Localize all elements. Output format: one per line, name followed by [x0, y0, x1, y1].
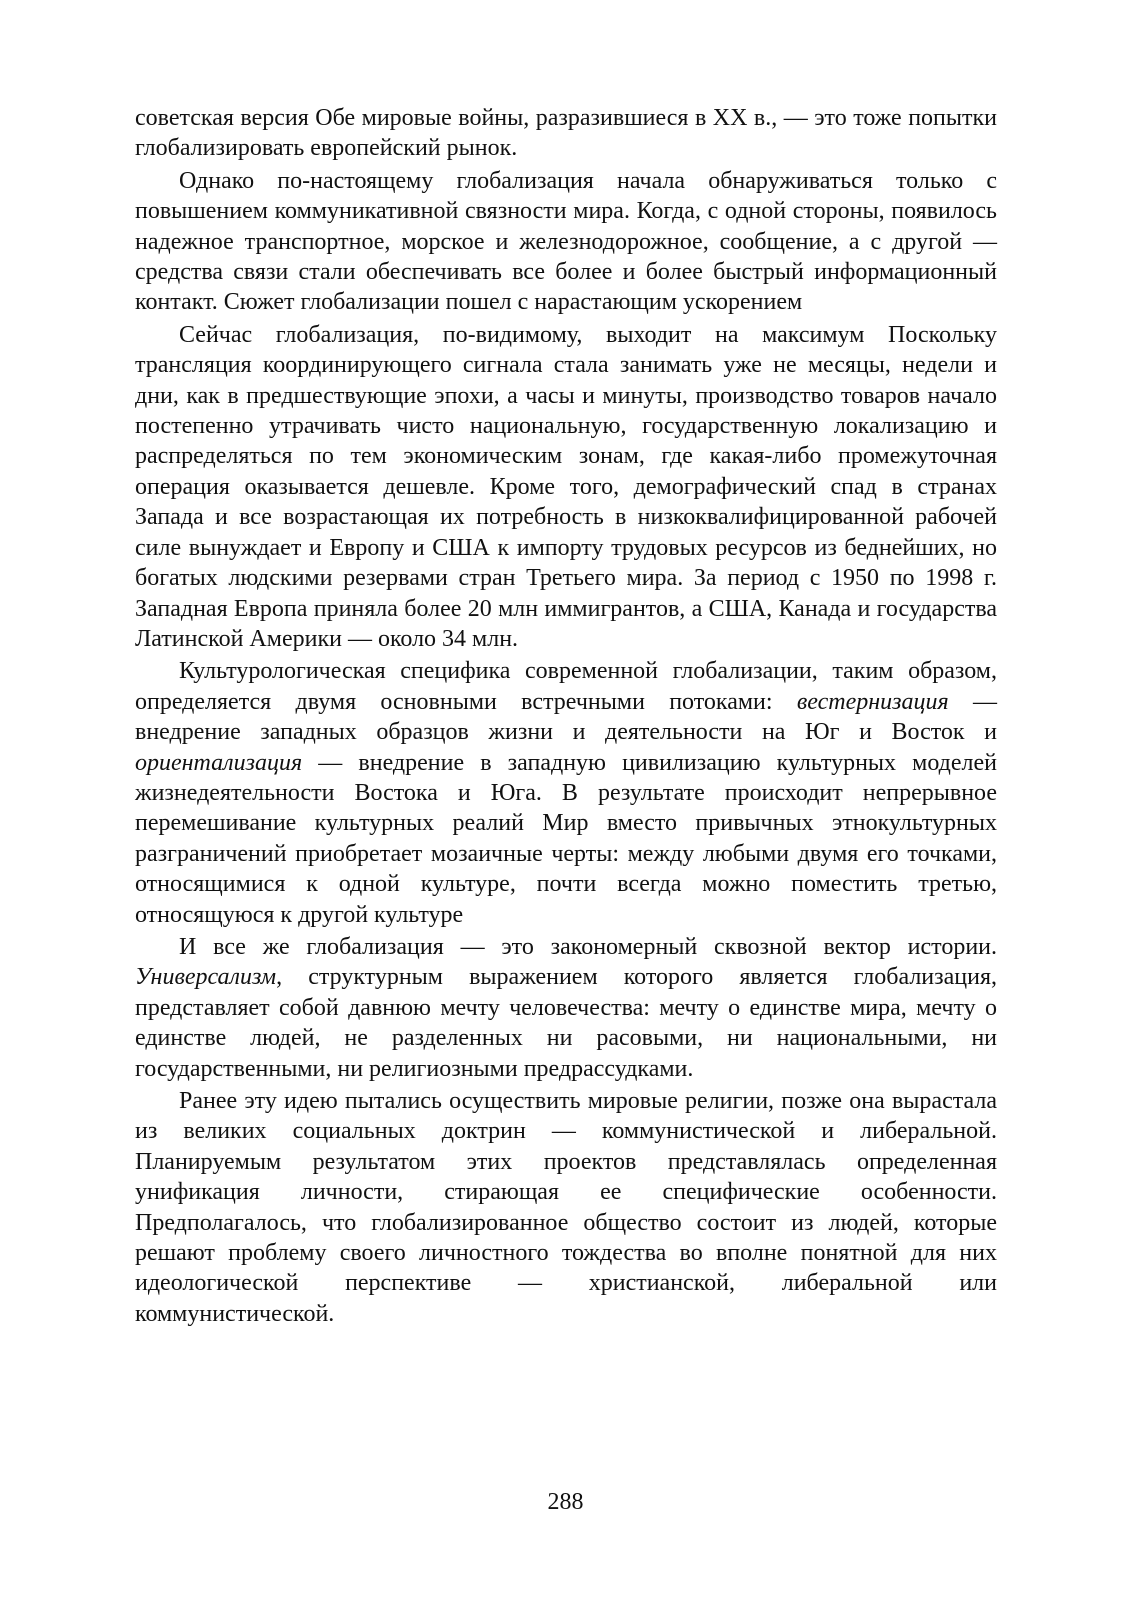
- italic-term: вестернизация: [796, 688, 949, 715]
- text-run: Культурологическая специфика современной глобализации, таким образом, определяется двумя основными встречными потоками:: [135, 658, 997, 715]
- text-run: — внедрение в западную цивилизацию культурных моделей жизнедеятельности Востока и Юга. В результате происходит непрерывное перемешивание культурных реалий Мир вместо привычных этнокультурных разграничений приобретает мозаичные черты: между любыми двумя его точками, относящимися к одной культуре, почти всегда можно поместить третью, относящуюся к другой культуре: [135, 749, 997, 928]
- text-run: Ранее эту идею пытались осуществить мировые религии, позже она вырастала из великих социальных доктрин — коммунистической и либеральной. Планируемым результатом этих проектов представлялась определенная унификация личности, стирающая ее специфические особенности. Предполагалось, что глобализированное общество состоит из людей, которые решают проблему своего личностного тождества во вполне понятной для них идеологической перспективе — христианской, либеральной или коммунистической.: [135, 1088, 997, 1327]
- text-run: — внедрение западных образцов жизни и деятельности на Юг и Восток и: [135, 688, 998, 746]
- text-run: И все же глобализация — это закономерный сквозной вектор истории.: [179, 933, 997, 960]
- paragraph: [135, 320, 997, 654]
- paragraph: [135, 166, 997, 318]
- italic-term: Универсализм: [135, 964, 277, 991]
- text-run: Сейчас глобализация, по-видимому, выходит на максимум Поскольку трансляция координирующего сигнала стала занимать уже не месяцы, недели и дни, как в предшествующие эпохи, а часы и минуты, производство товаров начало постепенно утрачивать чисто национальную, государственную локализацию и распределяться по тем экономическим зонам, где какая-либо промежуточная операция оказывается дешевле. Кроме того, демографический спад в странах Запада и все возрастающая их потребность в низкоквалифицированной рабочей силе вынуждает и Европу и США к импорту трудовых ресурсов из беднейших, но богатых людскими резервами стран Третьего мира. За период с 1950 по 1998 г. Западная Европа приняла более 20 млн иммигрантов, а США, Канада и государства Латинской Америки — около 34 млн.: [135, 321, 997, 652]
- page-body-text: [135, 103, 997, 1331]
- italic-term: ориентализация: [135, 749, 303, 776]
- paragraph: [135, 656, 997, 930]
- paragraph: [135, 103, 997, 164]
- page-number: 288: [547, 1489, 584, 1515]
- text-run: советская версия Обе мировые войны, разразившиеся в XX в., — это тоже попытки глобализировать европейский рынок.: [135, 105, 997, 162]
- text-run: Однако по-настоящему глобализация начала обнаруживаться только с повышением коммуникативной связности мира. Когда, с одной стороны, появилось надежное транспортное, морское и железнодорожное, сообщение, а с другой — средства связи стали обеспечивать все более и более быстрый информационный контакт. Сюжет глобализации пошел с нарастающим ускорением: [135, 167, 997, 316]
- text-run: , структурным выражением которого является глобализация, представляет собой давнюю мечту человечества: мечту о единстве мира, мечту о единстве людей, не разделенных ни расовыми, ни национальными, ни государственными, ни религиозными предрассудками.: [135, 964, 997, 1082]
- paragraph: [135, 1086, 997, 1329]
- paragraph: [135, 932, 997, 1084]
